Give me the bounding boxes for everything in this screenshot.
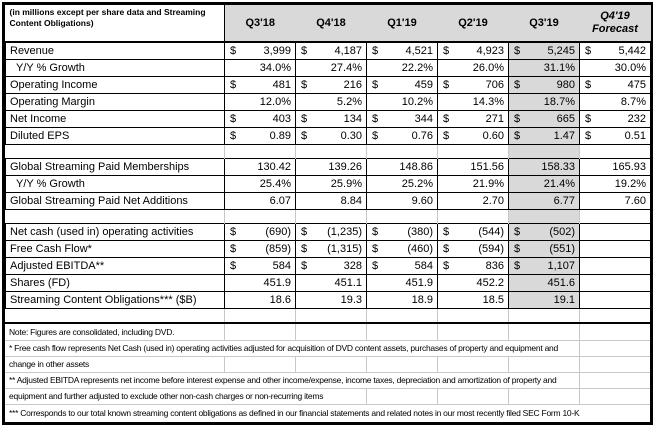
cell-value: 25.2% bbox=[401, 178, 433, 190]
cell-value: (380) bbox=[407, 226, 433, 238]
cell-value: 0.30 bbox=[340, 130, 362, 142]
header-row bbox=[6, 5, 651, 42]
cell-diluted-eps-q1-19 bbox=[367, 128, 438, 145]
cell-operating-income-q4-19forecast bbox=[580, 77, 651, 94]
cell-value: 151.56 bbox=[470, 161, 504, 173]
cell-global-streaming-paid-net-additions-q3-18 bbox=[225, 193, 296, 210]
cell-free-cash-flow-q1-19 bbox=[367, 241, 438, 258]
dollar-sign: $ bbox=[301, 226, 308, 238]
spacer-cell bbox=[509, 210, 580, 224]
cell-net-cash-used-in-operating-activities-q3-19 bbox=[509, 224, 580, 241]
cell-value: 21.9% bbox=[472, 178, 504, 190]
dollar-sign: $ bbox=[230, 113, 237, 125]
cell-value: 25.4% bbox=[259, 178, 291, 190]
spacer-cell bbox=[367, 145, 438, 159]
cell-adjusted-ebitda-q1-19 bbox=[367, 258, 438, 275]
cell-streaming-content-obligations-b-q3-18 bbox=[225, 292, 296, 309]
column-header-label: Q4'19 bbox=[600, 10, 630, 23]
table-note-text: Note: Figures are consolidated, including DVD. bbox=[5, 324, 177, 340]
cell-value: 403 bbox=[272, 113, 291, 125]
table-row bbox=[6, 60, 651, 77]
spacer-cell bbox=[296, 145, 367, 159]
cell-value: 8.84 bbox=[340, 195, 362, 207]
table-row bbox=[6, 77, 651, 94]
cell-value: 5,245 bbox=[547, 45, 575, 57]
cell-net-cash-used-in-operating-activities-q3-18 bbox=[225, 224, 296, 241]
dollar-sign: $ bbox=[301, 45, 308, 57]
cell-y-y-growth-q3-18 bbox=[225, 176, 296, 193]
cell-value: (1,235) bbox=[327, 226, 362, 238]
cell-value: 19.1 bbox=[553, 294, 575, 306]
row-label-operating-margin: Operating Margin bbox=[6, 94, 225, 111]
dollar-sign: $ bbox=[585, 130, 592, 142]
column-header-q3-18 bbox=[225, 5, 296, 42]
footnote-line bbox=[5, 373, 650, 389]
cell-value: 4,187 bbox=[334, 45, 362, 57]
cell-value: 14.3% bbox=[472, 96, 504, 108]
cell-value: 2.70 bbox=[482, 195, 504, 207]
cell-shares-fd-q2-19 bbox=[438, 275, 509, 292]
table-row bbox=[6, 241, 651, 258]
spacer-row bbox=[6, 145, 651, 159]
cell-value: 584 bbox=[414, 260, 433, 272]
cell-value: 665 bbox=[556, 113, 575, 125]
row-label-revenue: Revenue bbox=[6, 42, 225, 60]
dollar-sign: $ bbox=[372, 79, 379, 91]
cell-value: 0.89 bbox=[269, 130, 291, 142]
cell-shares-fd-q1-19 bbox=[367, 275, 438, 292]
table-row bbox=[6, 94, 651, 111]
cell-revenue-q2-19 bbox=[438, 42, 509, 60]
dollar-sign: $ bbox=[230, 130, 237, 142]
table-row bbox=[6, 224, 651, 241]
cell-diluted-eps-q4-19forecast bbox=[580, 128, 651, 145]
row-label-shares-fd: Shares (FD) bbox=[6, 275, 225, 292]
dollar-sign: $ bbox=[514, 79, 521, 91]
cell-y-y-growth-q4-19forecast bbox=[580, 176, 651, 193]
row-label-net-income: Net Income bbox=[6, 111, 225, 128]
dollar-sign: $ bbox=[443, 260, 450, 272]
cell-value: 481 bbox=[272, 79, 291, 91]
footnote-line bbox=[5, 405, 650, 422]
cell-global-streaming-paid-memberships-q3-19 bbox=[509, 159, 580, 176]
dollar-sign: $ bbox=[372, 260, 379, 272]
row-label-streaming-content-obligations-b: Streaming Content Obligations*** ($B) bbox=[6, 292, 225, 309]
column-header-q3-19 bbox=[509, 5, 580, 42]
dollar-sign: $ bbox=[301, 79, 308, 91]
cell-operating-margin-q2-19 bbox=[438, 94, 509, 111]
cell-value: 451.1 bbox=[334, 277, 362, 289]
cell-value: (690) bbox=[265, 226, 291, 238]
cell-revenue-q3-19 bbox=[509, 42, 580, 60]
footnote-text: change in other assets bbox=[5, 357, 92, 372]
column-header-q4-19-forecast bbox=[580, 5, 651, 42]
dollar-sign: $ bbox=[301, 130, 308, 142]
dollar-sign: $ bbox=[514, 113, 521, 125]
footnote-text: ** Adjusted EBITDA represents net income before interest expense and other income/expense, income taxes, depreciation and amortization of property and bbox=[5, 373, 559, 388]
cell-y-y-growth-q2-19 bbox=[438, 176, 509, 193]
cell-value: (502) bbox=[549, 226, 575, 238]
cell-value: 980 bbox=[556, 79, 575, 91]
spacer-row bbox=[5, 309, 650, 322]
cell-free-cash-flow-q3-19 bbox=[509, 241, 580, 258]
dollar-sign: $ bbox=[443, 113, 450, 125]
spacer-cell bbox=[509, 145, 580, 159]
cell-value: (1,315) bbox=[327, 243, 362, 255]
cell-global-streaming-paid-net-additions-q1-19 bbox=[367, 193, 438, 210]
table-row bbox=[6, 258, 651, 275]
column-header-q4-18 bbox=[296, 5, 367, 42]
row-label-y-y-growth: Y/Y % Growth bbox=[6, 60, 225, 77]
cell-value: 134 bbox=[343, 113, 362, 125]
cell-value: (594) bbox=[478, 243, 504, 255]
cell-value: 451.9 bbox=[263, 277, 291, 289]
cell-value: 5,442 bbox=[618, 45, 646, 57]
dollar-sign: $ bbox=[585, 79, 592, 91]
dollar-sign: $ bbox=[514, 130, 521, 142]
cell-value: 584 bbox=[272, 260, 291, 272]
cell-value: 3,999 bbox=[263, 45, 291, 57]
cell-value: 1.47 bbox=[553, 130, 575, 142]
cell-value: 130.42 bbox=[257, 161, 291, 173]
cell-value: 232 bbox=[627, 113, 646, 125]
footnote-line bbox=[5, 389, 650, 405]
dollar-sign: $ bbox=[372, 130, 379, 142]
cell-value: 158.33 bbox=[541, 161, 575, 173]
dollar-sign: $ bbox=[230, 45, 237, 57]
dollar-sign: $ bbox=[372, 243, 379, 255]
cell-adjusted-ebitda-q3-18 bbox=[225, 258, 296, 275]
cell-value: 9.60 bbox=[411, 195, 433, 207]
column-header-q2-19 bbox=[438, 5, 509, 42]
column-header-sublabel: Forecast bbox=[592, 23, 638, 35]
spacer-cell bbox=[296, 210, 367, 224]
cell-adjusted-ebitda-q4-19forecast bbox=[580, 258, 651, 275]
cell-net-income-q3-19 bbox=[509, 111, 580, 128]
table-row bbox=[6, 292, 651, 309]
cell-value: 706 bbox=[485, 79, 504, 91]
dollar-sign: $ bbox=[372, 45, 379, 57]
cell-net-income-q4-19forecast bbox=[580, 111, 651, 128]
cell-revenue-q4-19forecast bbox=[580, 42, 651, 60]
cell-value: 34.0% bbox=[259, 62, 291, 74]
cell-global-streaming-paid-memberships-q1-19 bbox=[367, 159, 438, 176]
cell-value: 27.4% bbox=[330, 62, 362, 74]
cell-diluted-eps-q3-19 bbox=[509, 128, 580, 145]
cell-global-streaming-paid-memberships-q4-19forecast bbox=[580, 159, 651, 176]
dollar-sign: $ bbox=[514, 243, 521, 255]
spacer-cell bbox=[225, 145, 296, 159]
cell-value: 452.2 bbox=[476, 277, 504, 289]
cell-y-y-growth-q2-19 bbox=[438, 60, 509, 77]
dollar-sign: $ bbox=[514, 260, 521, 272]
dollar-sign: $ bbox=[301, 260, 308, 272]
dollar-sign: $ bbox=[443, 243, 450, 255]
cell-free-cash-flow-q3-18 bbox=[225, 241, 296, 258]
column-header-label: Q1'19 bbox=[387, 16, 417, 29]
cell-value: 451.9 bbox=[405, 277, 433, 289]
dollar-sign: $ bbox=[230, 260, 237, 272]
cell-streaming-content-obligations-b-q1-19 bbox=[367, 292, 438, 309]
cell-net-income-q2-19 bbox=[438, 111, 509, 128]
footnote-text: equipment and further adjusted to exclude other non-cash charges or non-recurring items bbox=[5, 389, 326, 404]
cell-value: 18.9 bbox=[411, 294, 433, 306]
cell-shares-fd-q4-19forecast bbox=[580, 275, 651, 292]
cell-value: 30.0% bbox=[614, 62, 646, 74]
cell-adjusted-ebitda-q3-19 bbox=[509, 258, 580, 275]
cell-operating-income-q1-19 bbox=[367, 77, 438, 94]
cell-value: 451.6 bbox=[547, 277, 575, 289]
cell-streaming-content-obligations-b-q4-18 bbox=[296, 292, 367, 309]
row-label-free-cash-flow: Free Cash Flow* bbox=[6, 241, 225, 258]
row-label-adjusted-ebitda: Adjusted EBITDA** bbox=[6, 258, 225, 275]
spacer-cell bbox=[580, 145, 651, 159]
column-header-label: Q4'18 bbox=[316, 16, 346, 29]
dollar-sign: $ bbox=[372, 113, 379, 125]
cell-free-cash-flow-q2-19 bbox=[438, 241, 509, 258]
cell-global-streaming-paid-net-additions-q3-19 bbox=[509, 193, 580, 210]
cell-global-streaming-paid-memberships-q3-18 bbox=[225, 159, 296, 176]
cell-y-y-growth-q4-18 bbox=[296, 176, 367, 193]
row-label-net-cash-used-in-operating-activities: Net cash (used in) operating activities bbox=[6, 224, 225, 241]
footnote-text: *** Corresponds to our total known streaming content obligations as defined in our financial statements and related notes in our most recently filed SEC Form 10-K bbox=[5, 405, 582, 422]
cell-value: 10.2% bbox=[401, 96, 433, 108]
cell-value: 7.60 bbox=[624, 195, 646, 207]
cell-value: 216 bbox=[343, 79, 362, 91]
cell-revenue-q3-18 bbox=[225, 42, 296, 60]
cell-operating-margin-q4-18 bbox=[296, 94, 367, 111]
cell-y-y-growth-q4-19forecast bbox=[580, 60, 651, 77]
cell-value: 18.7% bbox=[543, 96, 575, 108]
dollar-sign: $ bbox=[514, 45, 521, 57]
dollar-sign: $ bbox=[372, 226, 379, 238]
cell-value: 8.7% bbox=[620, 96, 646, 108]
spacer-cell bbox=[6, 145, 225, 159]
cell-value: 165.93 bbox=[612, 161, 646, 173]
cell-y-y-growth-q4-18 bbox=[296, 60, 367, 77]
cell-net-income-q4-18 bbox=[296, 111, 367, 128]
dollar-sign: $ bbox=[230, 226, 237, 238]
cell-y-y-growth-q3-18 bbox=[225, 60, 296, 77]
dollar-sign: $ bbox=[585, 45, 592, 57]
table-row bbox=[6, 159, 651, 176]
cell-value: 1,107 bbox=[547, 260, 575, 272]
cell-shares-fd-q3-18 bbox=[225, 275, 296, 292]
cell-operating-income-q3-18 bbox=[225, 77, 296, 94]
cell-diluted-eps-q3-18 bbox=[225, 128, 296, 145]
cell-value: 4,521 bbox=[405, 45, 433, 57]
table-row bbox=[6, 275, 651, 292]
dollar-sign: $ bbox=[301, 113, 308, 125]
cell-free-cash-flow-q4-19forecast bbox=[580, 241, 651, 258]
financial-summary-table bbox=[2, 2, 653, 425]
table-row bbox=[6, 176, 651, 193]
cell-value: 26.0% bbox=[472, 62, 504, 74]
cell-streaming-content-obligations-b-q2-19 bbox=[438, 292, 509, 309]
spacer-cell bbox=[580, 210, 651, 224]
cell-adjusted-ebitda-q4-18 bbox=[296, 258, 367, 275]
row-label-global-streaming-paid-memberships: Global Streaming Paid Memberships bbox=[6, 159, 225, 176]
cell-value: 18.6 bbox=[269, 294, 291, 306]
cell-value: (551) bbox=[549, 243, 575, 255]
cell-value: 12.0% bbox=[259, 96, 291, 108]
cell-streaming-content-obligations-b-q3-19 bbox=[509, 292, 580, 309]
cell-value: 475 bbox=[627, 79, 646, 91]
spacer-cell bbox=[225, 210, 296, 224]
dollar-sign: $ bbox=[301, 243, 308, 255]
cell-value: 19.2% bbox=[614, 178, 646, 190]
row-label-global-streaming-paid-net-additions: Global Streaming Paid Net Additions bbox=[6, 193, 225, 210]
cell-value: 31.1% bbox=[543, 62, 575, 74]
cell-y-y-growth-q3-19 bbox=[509, 60, 580, 77]
cell-value: 148.86 bbox=[399, 161, 433, 173]
column-header-label: Q2'19 bbox=[458, 16, 488, 29]
cell-value: 0.76 bbox=[411, 130, 433, 142]
dollar-sign: $ bbox=[230, 243, 237, 255]
row-label-y-y-growth: Y/Y % Growth bbox=[6, 176, 225, 193]
cell-value: 0.51 bbox=[624, 130, 646, 142]
column-header-label: Q3'18 bbox=[245, 16, 276, 29]
cell-free-cash-flow-q4-18 bbox=[296, 241, 367, 258]
cell-net-cash-used-in-operating-activities-q2-19 bbox=[438, 224, 509, 241]
cell-value: (859) bbox=[265, 243, 291, 255]
cell-streaming-content-obligations-b-q4-19forecast bbox=[580, 292, 651, 309]
cell-value: 328 bbox=[343, 260, 362, 272]
cell-value: 459 bbox=[414, 79, 433, 91]
table-row bbox=[6, 42, 651, 60]
footnote-text: * Free cash flow represents Net Cash (used in) operating activities adjusted for acquisition of DVD content assets, purchases of property and equipment and bbox=[5, 341, 561, 356]
cell-revenue-q1-19 bbox=[367, 42, 438, 60]
cell-operating-margin-q3-19 bbox=[509, 94, 580, 111]
footnote-line bbox=[5, 341, 650, 357]
spacer-row bbox=[6, 210, 651, 224]
footnote-block bbox=[5, 309, 650, 422]
cell-net-income-q3-18 bbox=[225, 111, 296, 128]
cell-operating-margin-q1-19 bbox=[367, 94, 438, 111]
cell-value: 6.07 bbox=[269, 195, 291, 207]
footnote-line bbox=[5, 357, 650, 373]
row-label-diluted-eps: Diluted EPS bbox=[6, 128, 225, 145]
cell-operating-income-q3-19 bbox=[509, 77, 580, 94]
spacer-cell bbox=[438, 145, 509, 159]
dollar-sign: $ bbox=[585, 113, 592, 125]
cell-net-cash-used-in-operating-activities-q4-19forecast bbox=[580, 224, 651, 241]
column-header-label: Q3'19 bbox=[529, 16, 559, 29]
cell-value: 344 bbox=[414, 113, 433, 125]
cell-global-streaming-paid-net-additions-q2-19 bbox=[438, 193, 509, 210]
cell-diluted-eps-q2-19 bbox=[438, 128, 509, 145]
cell-shares-fd-q4-18 bbox=[296, 275, 367, 292]
cell-diluted-eps-q4-18 bbox=[296, 128, 367, 145]
dollar-sign: $ bbox=[230, 79, 237, 91]
cell-value: 139.26 bbox=[328, 161, 362, 173]
spacer-cell bbox=[438, 210, 509, 224]
cell-value: 6.77 bbox=[553, 195, 575, 207]
cell-shares-fd-q3-19 bbox=[509, 275, 580, 292]
cell-value: 836 bbox=[485, 260, 504, 272]
cell-value: 5.2% bbox=[336, 96, 362, 108]
dollar-sign: $ bbox=[443, 45, 450, 57]
dollar-sign: $ bbox=[443, 226, 450, 238]
cell-global-streaming-paid-memberships-q4-18 bbox=[296, 159, 367, 176]
cell-net-cash-used-in-operating-activities-q1-19 bbox=[367, 224, 438, 241]
cell-operating-income-q4-18 bbox=[296, 77, 367, 94]
unit-note: (in millions except per share data and Streaming Content Obligations) bbox=[6, 5, 225, 42]
cell-global-streaming-paid-net-additions-q4-19forecast bbox=[580, 193, 651, 210]
spacer-cell bbox=[367, 210, 438, 224]
cell-value: 25.9% bbox=[330, 178, 362, 190]
cell-y-y-growth-q1-19 bbox=[367, 176, 438, 193]
cell-adjusted-ebitda-q2-19 bbox=[438, 258, 509, 275]
cell-value: 4,923 bbox=[476, 45, 504, 57]
cell-value: 22.2% bbox=[401, 62, 433, 74]
cell-y-y-growth-q1-19 bbox=[367, 60, 438, 77]
cell-value: (544) bbox=[478, 226, 504, 238]
cell-value: (460) bbox=[407, 243, 433, 255]
table-row bbox=[6, 193, 651, 210]
cell-revenue-q4-18 bbox=[296, 42, 367, 60]
cell-value: 18.5 bbox=[482, 294, 504, 306]
cell-net-income-q1-19 bbox=[367, 111, 438, 128]
spacer-cell bbox=[6, 210, 225, 224]
cell-value: 0.60 bbox=[482, 130, 504, 142]
cell-operating-income-q2-19 bbox=[438, 77, 509, 94]
cell-y-y-growth-q3-19 bbox=[509, 176, 580, 193]
cell-operating-margin-q3-18 bbox=[225, 94, 296, 111]
column-header-q1-19 bbox=[367, 5, 438, 42]
dollar-sign: $ bbox=[443, 130, 450, 142]
cell-global-streaming-paid-memberships-q2-19 bbox=[438, 159, 509, 176]
cell-global-streaming-paid-net-additions-q4-18 bbox=[296, 193, 367, 210]
cell-value: 271 bbox=[485, 113, 504, 125]
table-row bbox=[6, 111, 651, 128]
cell-value: 21.4% bbox=[543, 178, 575, 190]
dollar-sign: $ bbox=[514, 226, 521, 238]
cell-operating-margin-q4-19forecast bbox=[580, 94, 651, 111]
table-note bbox=[5, 322, 650, 341]
cell-value: 19.3 bbox=[340, 294, 362, 306]
cell-net-cash-used-in-operating-activities-q4-18 bbox=[296, 224, 367, 241]
table-row bbox=[6, 128, 651, 145]
row-label-operating-income: Operating Income bbox=[6, 77, 225, 94]
quarterly-results-table bbox=[5, 5, 651, 309]
dollar-sign: $ bbox=[443, 79, 450, 91]
